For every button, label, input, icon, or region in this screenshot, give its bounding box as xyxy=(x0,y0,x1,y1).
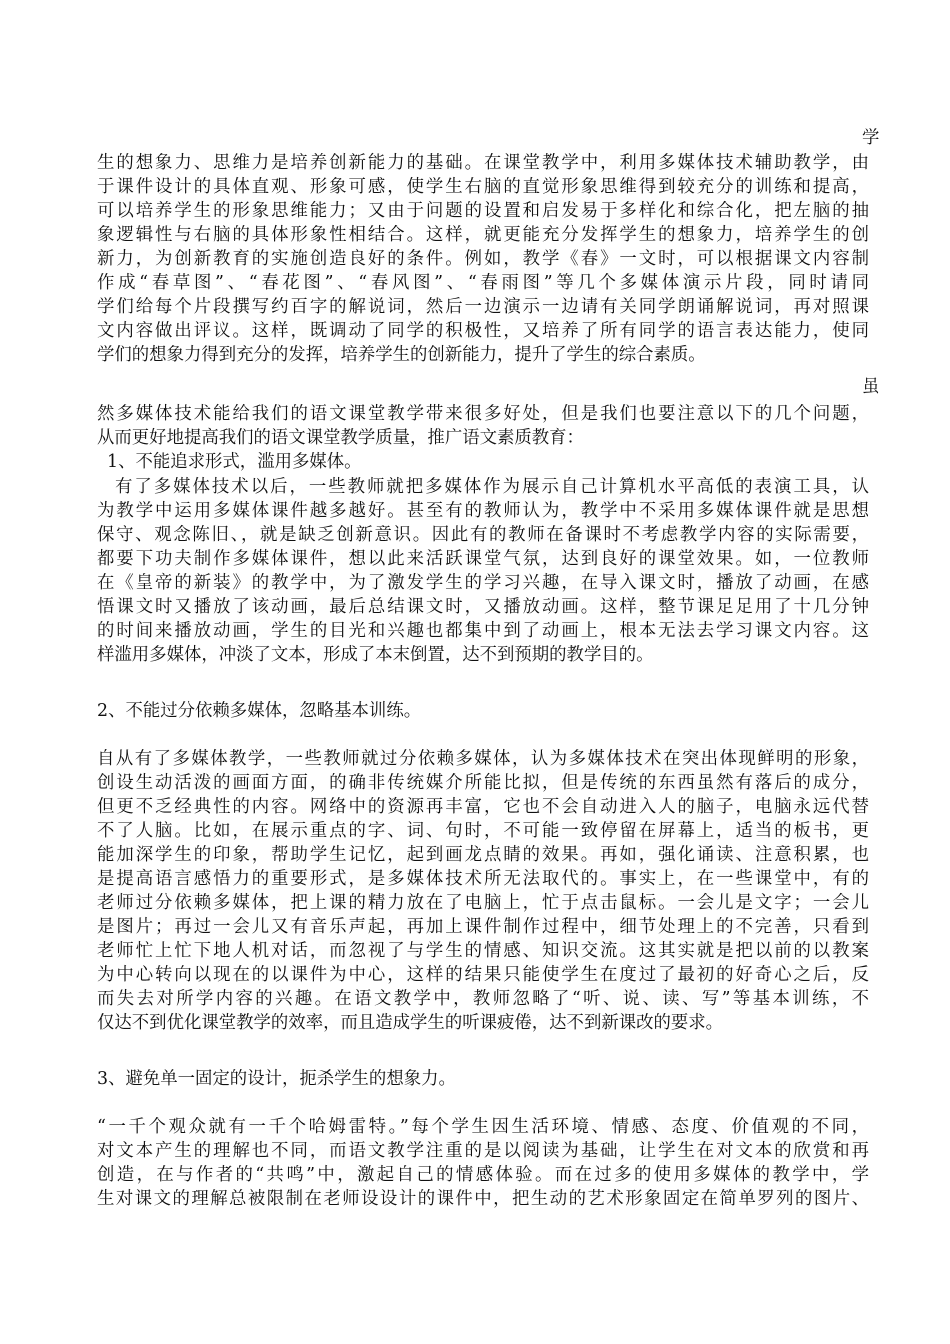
paragraph-line: “一千个观众就有一千个哈姆雷特。”每个学生因生活环境、情感、态度、价值观的不同， xyxy=(97,1117,869,1137)
paragraph-line: 象逻辑性与右脑的具体形象性相结合。这样，就更能充分发挥学生的想象力，培养学生的创 xyxy=(97,225,869,245)
paragraph-line: 老师过分依赖多媒体，把上课的精力放在了电脑上，忙于点击鼠标。一会儿是文字；一会儿 xyxy=(97,893,869,913)
paragraph-line: 生对课文的理解总被限制在老师设设计的课件中，把生动的艺术形象固定在简单罗列的图片、 xyxy=(97,1189,869,1209)
paragraph-line: 在《皇帝的新装》的教学中，为了激发学生的学习兴趣，在导入课文时，播放了动画，在感 xyxy=(97,573,869,593)
paragraph-line: 都要下功夫制作多媒体课件，想以此来活跃课堂气氛，达到良好的课堂效果。如，一位教师 xyxy=(97,549,869,569)
paragraph-line: 作成“春草图”、“春花图”、“春风图”、“春雨图”等几个多媒体演示片段，同时请同 xyxy=(97,273,869,293)
paragraph-line: 是提高语言感悟力的重要形式，是多媒体技术所无法取代的。事实上，在一些课堂中，有的 xyxy=(97,869,869,889)
section-heading-1: 1、不能追求形式，滥用多媒体。 xyxy=(107,452,362,472)
section-heading-3: 3、避免单一固定的设计，扼杀学生的想象力。 xyxy=(97,1069,456,1089)
paragraph-line: 样滥用多媒体，冲淡了文本，形成了本末倒置，达不到预期的教学目的。 xyxy=(97,645,654,665)
paragraph-line: 有了多媒体技术以后，一些教师就把多媒体作为展示自己计算机水平高低的表演工具，认 xyxy=(115,477,869,497)
paragraph-line: 学们给每个片段撰写约百字的解说词，然后一边演示一边请有关同学朗诵解说词，再对照课 xyxy=(97,297,869,317)
paragraph-line: 自从有了多媒体教学，一些教师就过分依赖多媒体，认为多媒体技术在突出体现鲜明的形象， xyxy=(97,749,869,769)
paragraph-line: 悟课文时又播放了该动画，最后总结课文时，又播放动画。这样，整节课足足用了十几分钟 xyxy=(97,597,869,617)
section-heading-2: 2、不能过分依赖多媒体，忽略基本训练。 xyxy=(97,701,422,721)
paragraph-line: 可以培养学生的形象思维能力；又由于问题的设置和启发易于多样化和综合化，把左脑的抽 xyxy=(97,201,869,221)
paragraph-line: 于课件设计的具体直观、形象可感，使学生右脑的直觉形象思维得到较充分的训练和提高， xyxy=(97,177,869,197)
paragraph-line: 能加深学生的印象，帮助学生记忆，起到画龙点睛的效果。再如，强化诵读、注意积累，也 xyxy=(97,845,869,865)
paragraph-line: 学们的想象力得到充分的发挥，培养学生的创新能力，提升了学生的综合素质。 xyxy=(97,345,706,365)
paragraph-line: 的时间来播放动画，学生的目光和兴趣也都集中到了动画上，根本无法去学习课文内容。这 xyxy=(97,621,869,641)
paragraph-line: 仅达不到优化课堂教学的效率，而且造成学生的听课疲倦，达不到新课改的要求。 xyxy=(97,1013,724,1033)
paragraph-line: 不了人脑。比如，在展示重点的字、词、句时，不可能一致停留在屏幕上，适当的板书，更 xyxy=(97,821,869,841)
paragraph2-lead-char: 虽 xyxy=(862,377,880,397)
paragraph-line: 然多媒体技术能给我们的语文课堂教学带来很多好处，但是我们也要注意以下的几个问题， xyxy=(97,404,869,424)
paragraph-line: 为教学中运用多媒体课件越多越好。甚至有的教师认为，教学中不采用多媒体课件就是思想 xyxy=(97,501,869,521)
paragraph-line: 新力，为创新教育的实施创造良好的条件。例如，教学《春》一文时，可以根据课文内容制 xyxy=(97,249,869,269)
paragraph-line: 对文本产生的理解也不同，而语文教学注重的是以阅读为基础，让学生在对文本的欣赏和再 xyxy=(97,1141,869,1161)
paragraph-line: 是图片；再过一会儿又有音乐声起，再加上课件制作过程中，细节处理上的不完善，只看到 xyxy=(97,917,869,937)
paragraph-line: 但更不乏经典性的内容。网络中的资源再丰富，它也不会自动进入人的脑子，电脑永远代替 xyxy=(97,797,869,817)
paragraph-line: 创造，在与作者的“共鸣”中，激起自己的情感体验。而在过多的使用多媒体的教学中，学 xyxy=(97,1165,869,1185)
paragraph-line: 文内容做出评议。这样，既调动了同学的积极性，又培养了所有同学的语言表达能力，使同 xyxy=(97,321,869,341)
paragraph-line: 为中心转向以现在的以课件为中心，这样的结果只能使学生在度过了最初的好奇心之后，反 xyxy=(97,965,869,985)
paragraph-line: 而失去对所学内容的兴趣。在语文教学中，教师忽略了“听、说、读、写”等基本训练，不 xyxy=(97,989,869,1009)
paragraph-line: 老师忙上忙下地人机对话，而忽视了与学生的情感、知识交流。这其实就是把以前的以教案 xyxy=(97,941,869,961)
paragraph-line: 创设生动活泼的画面方面，的确非传统媒介所能比拟，但是传统的东西虽然有落后的成分， xyxy=(97,773,869,793)
paragraph-line: 保守、观念陈旧、，就是缺乏创新意识。因此有的教师在备课时不考虑教学内容的实际需要， xyxy=(97,525,869,545)
paragraph-line: 生的想象力、思维力是培养创新能力的基础。在课堂教学中，利用多媒体技术辅助教学，由 xyxy=(97,153,869,173)
paragraph-line: 从而更好地提高我们的语文课堂教学质量，推广语文素质教育： xyxy=(97,428,584,448)
paragraph1-lead-char: 学 xyxy=(862,128,880,148)
